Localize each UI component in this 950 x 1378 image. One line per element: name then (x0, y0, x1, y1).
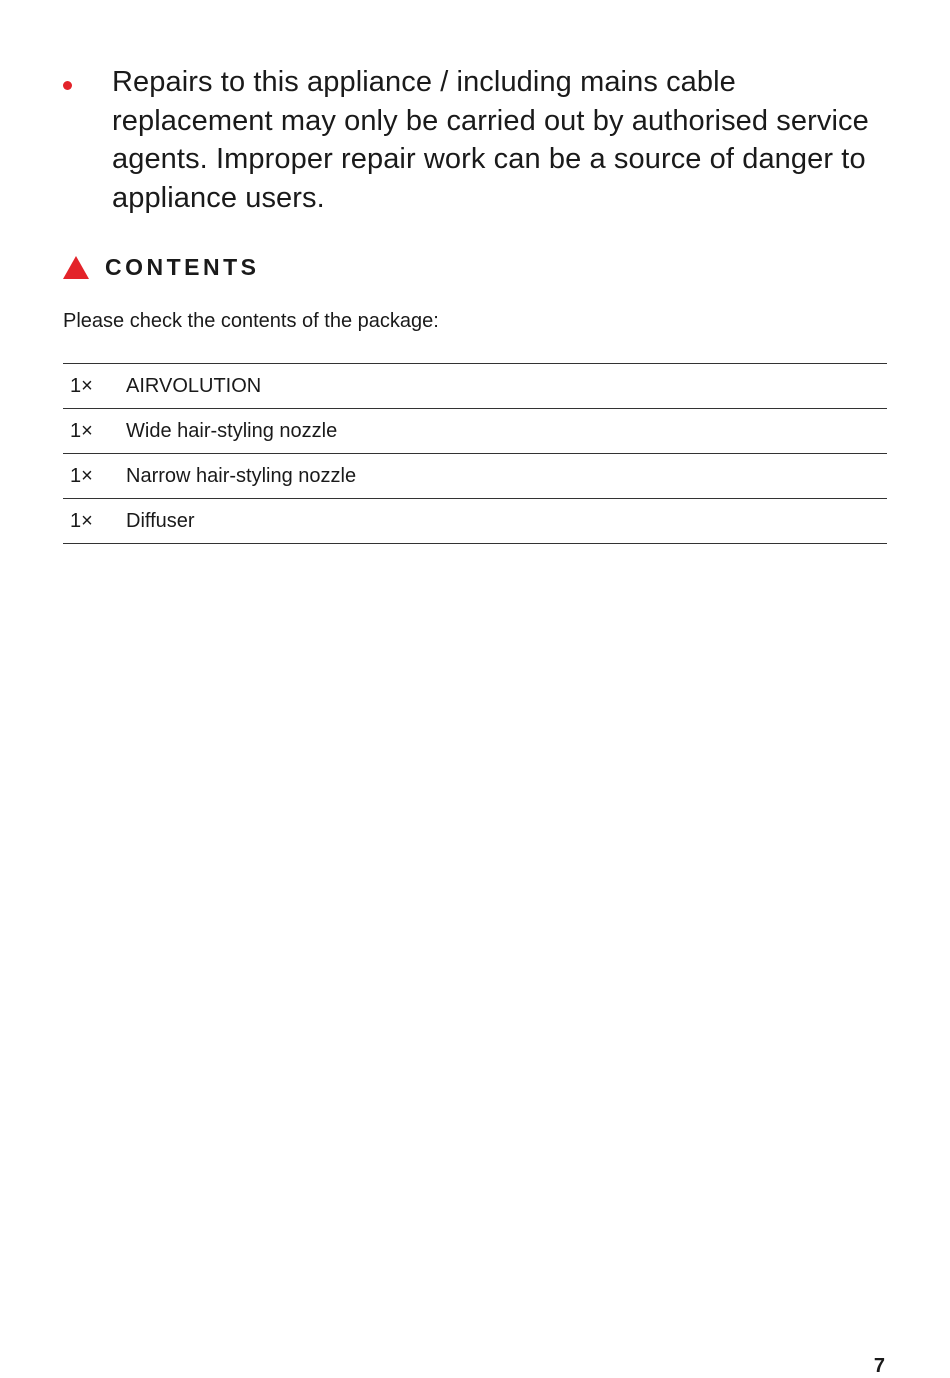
repair-warning-bullet (63, 63, 883, 217)
table-row (63, 409, 887, 454)
contents-table (63, 363, 887, 544)
item-name: Narrow hair-styling nozzle (126, 464, 357, 487)
contents-intro: Please check the contents of the package: (63, 310, 439, 332)
item-name: AIRVOLUTION (126, 374, 262, 397)
item-quantity: 1× (70, 419, 93, 442)
table-row (63, 364, 887, 409)
red-dot-icon (63, 81, 72, 90)
item-quantity: 1× (70, 374, 93, 397)
item-name: Diffuser (126, 509, 195, 532)
table-row (63, 454, 887, 499)
item-quantity: 1× (70, 464, 93, 487)
repair-warning-text: Repairs to this appliance / including mains cable replacement may only be carried out by authorised service agents. Improper repair work can be a source of danger to appliance users. (112, 66, 869, 214)
contents-heading-label: CONTENTS (105, 254, 260, 280)
contents-heading (63, 254, 260, 281)
item-name: Wide hair-styling nozzle (126, 419, 338, 442)
item-quantity: 1× (70, 509, 93, 532)
warning-triangle-icon (63, 256, 89, 279)
table-row (63, 499, 887, 544)
page-number: 7 (873, 1355, 885, 1377)
